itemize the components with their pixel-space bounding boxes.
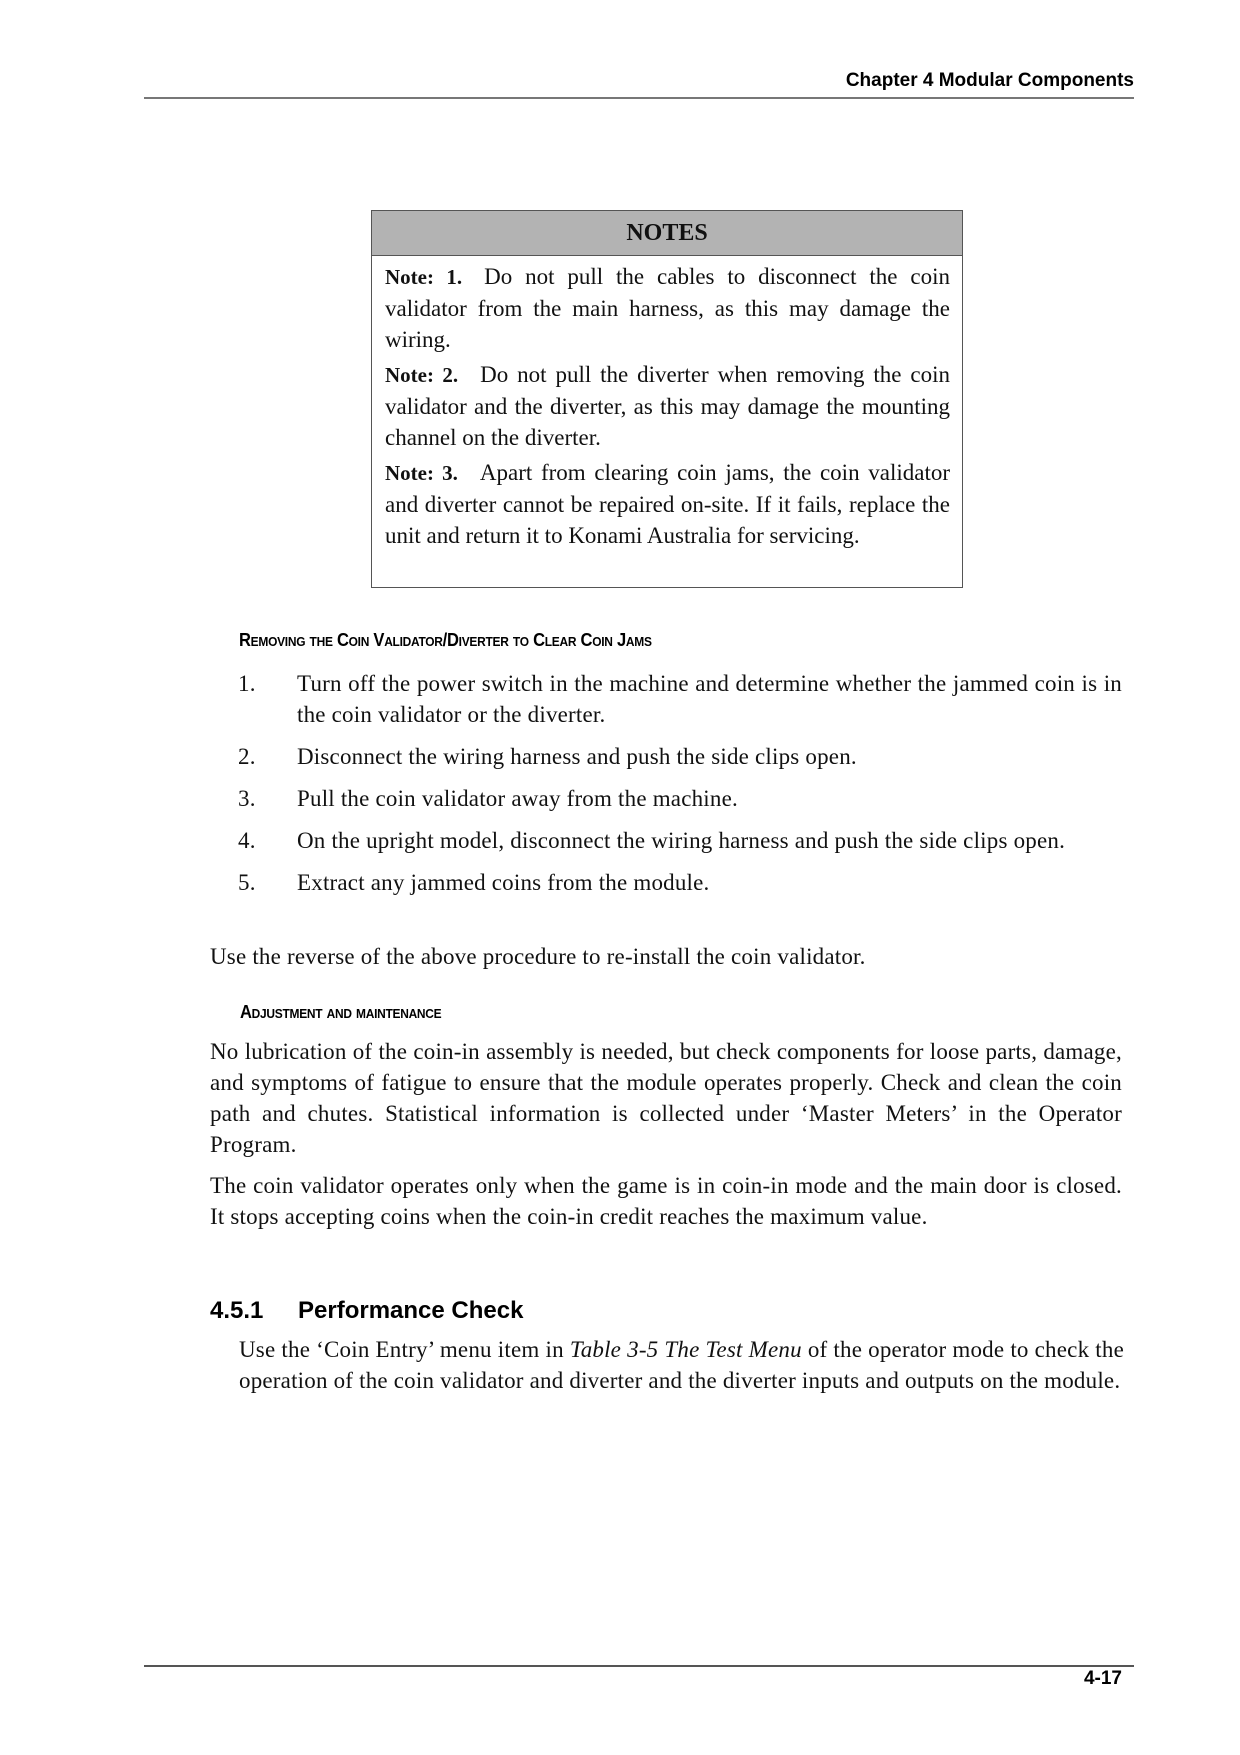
step-text: Turn off the power switch in the machine and determine whether the jammed coin is in the coin validator or the diverter. bbox=[297, 671, 1122, 727]
header-rule bbox=[144, 97, 1134, 99]
table-reference: Table 3-5 The Test Menu bbox=[569, 1337, 802, 1362]
list-item bbox=[238, 741, 1122, 772]
section-heading-adjustment: Adjustment and maintenance bbox=[240, 1002, 442, 1022]
notes-box bbox=[371, 210, 963, 588]
note-text: Apart from clearing coin jams, the coin validator and diverter cannot be repaired on-site. If it fails, replace the unit and return it to Konami Australia for servicing. bbox=[385, 460, 950, 548]
step-number: 1. bbox=[238, 671, 256, 696]
performance-text: of the operator mode to check the operation of the coin validator and diverter and the diverter inputs and outputs on the module. bbox=[239, 1337, 1124, 1393]
performance-text: Use the ‘Coin Entry’ menu item in bbox=[239, 1337, 570, 1362]
list-item bbox=[238, 825, 1122, 856]
note-label: Note: 3. bbox=[385, 461, 458, 485]
performance-paragraph bbox=[239, 1334, 1124, 1396]
footer-rule bbox=[144, 1665, 1134, 1667]
section-title: Performance Check bbox=[298, 1297, 524, 1324]
step-text: Pull the coin validator away from the machine. bbox=[297, 786, 738, 811]
running-header: Chapter 4 Modular Components bbox=[845, 70, 1134, 91]
note-label: Note: 1. bbox=[385, 265, 463, 289]
adjustment-paragraph: No lubrication of the coin-in assembly is needed, but check components for loose parts, damage, and symptoms of fatigue to ensure that the module operates properly. Check and clean the coin path and chutes. Statistical information is collected under ‘Master Meters’ in the Operator Program. bbox=[210, 1039, 1122, 1157]
note-label: Note: 2. bbox=[385, 363, 459, 387]
adjustment-paragraph: The coin validator operates only when the game is in coin-in mode and the main door is closed. It stops accepting coins when the coin-in credit reaches the maximum value. bbox=[210, 1173, 1122, 1229]
reinstall-note: Use the reverse of the above procedure to re-install the coin validator. bbox=[210, 944, 866, 969]
performance-check-heading bbox=[210, 1297, 523, 1325]
section-heading-removing: Removing the Coin Validator/Diverter to Clear Coin Jams bbox=[239, 630, 652, 650]
removal-steps-list bbox=[238, 668, 1122, 909]
notes-title: NOTES bbox=[372, 211, 962, 256]
step-text: Disconnect the wiring harness and push the side clips open. bbox=[297, 744, 857, 769]
note-item bbox=[385, 359, 950, 453]
step-number: 3. bbox=[238, 786, 256, 811]
step-number: 2. bbox=[238, 744, 256, 769]
notes-body bbox=[372, 256, 962, 551]
step-number: 4. bbox=[238, 828, 256, 853]
note-item bbox=[385, 457, 950, 551]
step-text: On the upright model, disconnect the wiring harness and push the side clips open. bbox=[297, 828, 1066, 853]
section-number: 4.5.1 bbox=[210, 1297, 264, 1324]
step-number: 5. bbox=[238, 870, 256, 895]
list-item bbox=[238, 783, 1122, 814]
list-item bbox=[238, 867, 1122, 898]
note-text: Do not pull the cables to disconnect the coin validator from the main harness, as this may damage the wiring. bbox=[385, 264, 950, 352]
note-item bbox=[385, 261, 950, 355]
step-text: Extract any jammed coins from the module. bbox=[297, 870, 710, 895]
list-item bbox=[238, 668, 1122, 730]
page-number: 4-17 bbox=[1083, 1668, 1122, 1689]
note-text: Do not pull the diverter when removing the coin validator and the diverter, as this may damage the mounting channel on the diverter. bbox=[385, 362, 950, 450]
